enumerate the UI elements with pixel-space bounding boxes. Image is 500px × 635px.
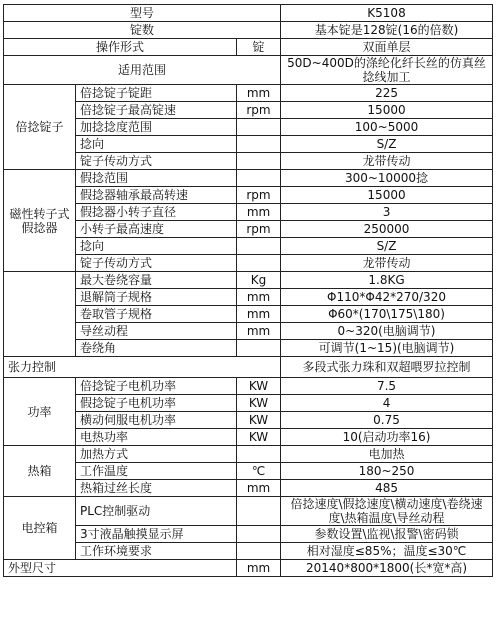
param-unit: mm [237, 480, 281, 497]
spec-table [3, 4, 493, 577]
param-unit [237, 255, 281, 272]
group-label-false-twister: 磁性转子式假捻器 [4, 170, 76, 272]
table-row [4, 526, 493, 543]
param-value: 250000 [281, 221, 493, 238]
param-value: S/Z [281, 136, 493, 153]
param-name: 假捻范围 [76, 170, 237, 187]
param-unit [237, 497, 281, 526]
form-value: 双面单层 [281, 39, 493, 56]
param-name: 锭子传动方式 [76, 255, 237, 272]
param-value: 225 [281, 85, 493, 102]
param-unit: rpm [237, 221, 281, 238]
form-label: 操作形式 [4, 39, 237, 56]
table-row [4, 170, 493, 187]
table-row [4, 429, 493, 446]
param-unit [237, 238, 281, 255]
tension-label: 张力控制 [4, 357, 281, 378]
table-row [4, 289, 493, 306]
param-unit [237, 170, 281, 187]
param-value: 15000 [281, 102, 493, 119]
param-unit [237, 119, 281, 136]
table-row [4, 480, 493, 497]
param-value: 0~320(电脑调节) [281, 323, 493, 340]
param-value: S/Z [281, 238, 493, 255]
group-label-electric: 电控箱 [4, 497, 76, 560]
table-row [4, 221, 493, 238]
param-name: 假捻器轴承最高转速 [76, 187, 237, 204]
table-row [4, 238, 493, 255]
dimensions-unit: mm [237, 560, 281, 577]
dimensions-label: 外型尺寸 [4, 560, 237, 577]
param-value: 电加热 [281, 446, 493, 463]
param-value: 15000 [281, 187, 493, 204]
param-name: 卷绕角 [76, 340, 237, 357]
param-value: 180~250 [281, 463, 493, 480]
param-value: 龙带传动 [281, 153, 493, 170]
param-name: 横动伺服电机功率 [76, 412, 237, 429]
param-name: 加捻捻度范围 [76, 119, 237, 136]
table-row [4, 102, 493, 119]
table-row [4, 543, 493, 560]
param-name: 导丝动程 [76, 323, 237, 340]
param-name: 热箱过丝长度 [76, 480, 237, 497]
param-name: 电热功率 [76, 429, 237, 446]
param-name: 倍捻锭子锭距 [76, 85, 237, 102]
param-unit: rpm [237, 187, 281, 204]
param-name: 倍捻锭子最高锭速 [76, 102, 237, 119]
param-value: 0.75 [281, 412, 493, 429]
table-row [4, 39, 493, 56]
table-row [4, 187, 493, 204]
param-name: 退解筒子规格 [76, 289, 237, 306]
param-unit [237, 136, 281, 153]
param-value: 10(启动功率16) [281, 429, 493, 446]
param-value: Φ60*(170\175\180) [281, 306, 493, 323]
table-row [4, 446, 493, 463]
dimensions-value: 20140*800*1800(长*宽*高) [281, 560, 493, 577]
param-unit: Kg [237, 272, 281, 289]
param-unit: ℃ [237, 463, 281, 480]
table-row [4, 204, 493, 221]
table-row [4, 560, 493, 577]
param-name: 捻向 [76, 136, 237, 153]
param-unit: mm [237, 85, 281, 102]
group-label-winding [4, 272, 76, 357]
param-unit: mm [237, 204, 281, 221]
table-row [4, 395, 493, 412]
param-name: 捻向 [76, 238, 237, 255]
spindles-label: 锭数 [4, 22, 281, 39]
table-row [4, 255, 493, 272]
param-unit [237, 526, 281, 543]
table-row [4, 153, 493, 170]
group-label-power: 功率 [4, 378, 76, 446]
table-row [4, 22, 493, 39]
model-value: K5108 [281, 5, 493, 22]
param-value: 倍捻速度\假捻速度\横动速度\卷绕速度\热箱温度\导丝动程 [281, 497, 493, 526]
param-name: 加热方式 [76, 446, 237, 463]
param-value: 可调节(1~15)(电脑调节) [281, 340, 493, 357]
table-row [4, 497, 493, 526]
table-row [4, 56, 493, 85]
param-value: 龙带传动 [281, 255, 493, 272]
param-name: 假捻器小转子直径 [76, 204, 237, 221]
param-value: 参数设置\监视\报警\密码锁 [281, 526, 493, 543]
param-unit: rpm [237, 102, 281, 119]
param-unit [237, 543, 281, 560]
table-row [4, 119, 493, 136]
tension-value: 多段式张力珠和双超喂罗拉控制 [281, 357, 493, 378]
param-unit: KW [237, 412, 281, 429]
group-label-heater: 热箱 [4, 446, 76, 497]
table-row [4, 323, 493, 340]
param-value: 4 [281, 395, 493, 412]
param-value: 300~10000捻 [281, 170, 493, 187]
table-row [4, 85, 493, 102]
table-row [4, 378, 493, 395]
param-unit [237, 446, 281, 463]
param-value: 相对湿度≤85%；温度≤30℃ [281, 543, 493, 560]
group-label-twisting-spindle: 倍捻锭子 [4, 85, 76, 170]
param-unit: KW [237, 429, 281, 446]
table-row [4, 306, 493, 323]
param-unit [237, 340, 281, 357]
param-unit: KW [237, 378, 281, 395]
param-name: 倍捻锭子电机功率 [76, 378, 237, 395]
model-label: 型号 [4, 5, 281, 22]
param-value: 100~5000 [281, 119, 493, 136]
param-unit: mm [237, 323, 281, 340]
param-value: 485 [281, 480, 493, 497]
spindles-value: 基本锭是128锭(16的倍数) [281, 22, 493, 39]
param-value: 7.5 [281, 378, 493, 395]
param-unit: mm [237, 289, 281, 306]
param-value: 3 [281, 204, 493, 221]
table-row [4, 357, 493, 378]
param-name: 工作温度 [76, 463, 237, 480]
param-name: 假捻锭子电机功率 [76, 395, 237, 412]
table-row [4, 5, 493, 22]
form-unit: 锭 [237, 39, 281, 56]
param-unit: KW [237, 395, 281, 412]
param-value: Φ110*Φ42*270/320 [281, 289, 493, 306]
scope-value: 50D~400D的涤纶化纤长丝的仿真丝捻线加工 [281, 56, 493, 85]
param-name: 锭子传动方式 [76, 153, 237, 170]
table-row [4, 340, 493, 357]
param-value: 1.8KG [281, 272, 493, 289]
table-row [4, 272, 493, 289]
param-name: PLC控制驱动 [76, 497, 237, 526]
param-name: 最大卷绕容量 [76, 272, 237, 289]
scope-label: 适用范围 [4, 56, 281, 85]
table-row [4, 136, 493, 153]
param-name: 卷取管子规格 [76, 306, 237, 323]
param-unit [237, 153, 281, 170]
param-name: 3寸液晶触摸显示屏 [76, 526, 237, 543]
param-unit: mm [237, 306, 281, 323]
param-name: 小转子最高速度 [76, 221, 237, 238]
table-row [4, 412, 493, 429]
param-name: 工作环境要求 [76, 543, 237, 560]
table-row [4, 463, 493, 480]
